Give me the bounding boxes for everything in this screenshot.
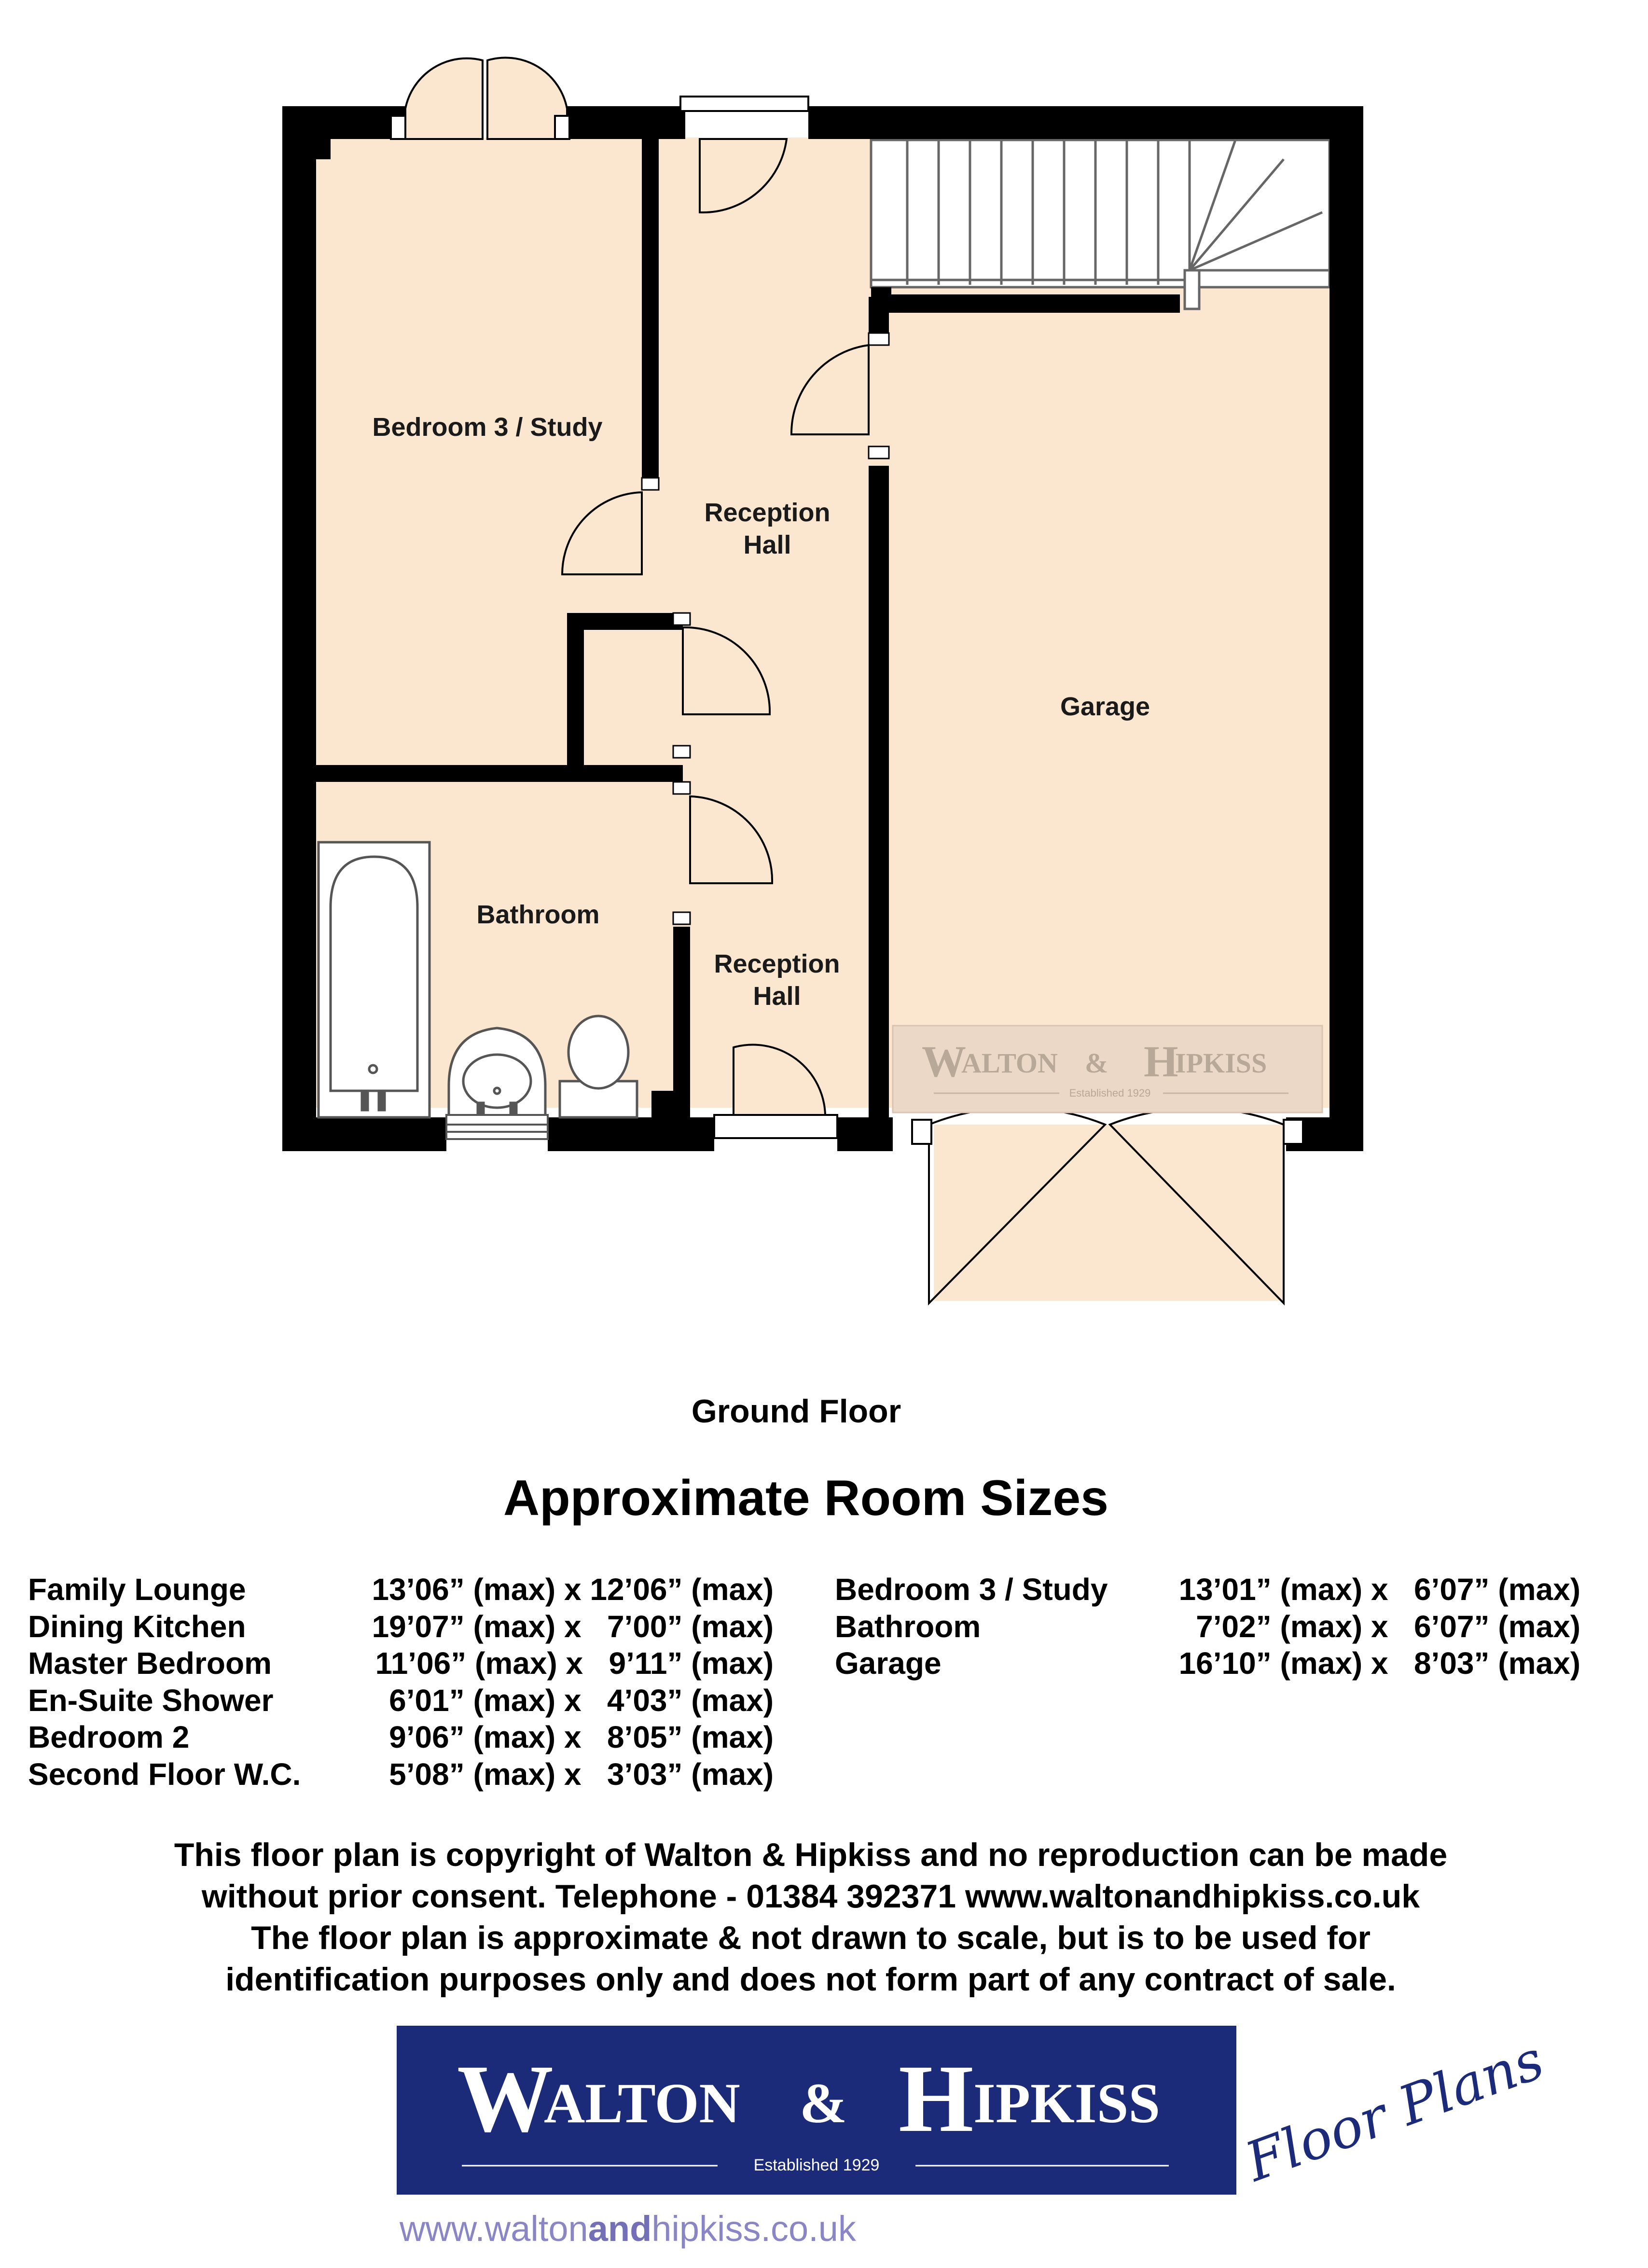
- room-size-row: [28, 1571, 774, 1608]
- room-size-row: [835, 1571, 1580, 1608]
- logo-letter-w: W: [457, 2045, 554, 2152]
- room-size: 19’07” (max) x 7’00” (max): [372, 1609, 774, 1644]
- walton-hipkiss-logo: [397, 2026, 1236, 2195]
- svg-text:&: &: [1085, 1047, 1108, 1079]
- website-url[interactable]: [400, 2208, 856, 2249]
- room-label-reception-hall-1-line1: Reception: [704, 498, 831, 527]
- disclaimer-line: identification purposes only and does not form part of any contract of sale.: [225, 1961, 1396, 1998]
- room-size-row: [28, 1719, 774, 1756]
- room-size: 6’01” (max) x 4’03” (max): [389, 1683, 774, 1718]
- room-label-garage: Garage: [1060, 692, 1150, 721]
- room-size-row: [28, 1645, 774, 1682]
- room-label-reception-hall-1-line2: Hall: [743, 530, 791, 559]
- room-size-row: [835, 1608, 1580, 1645]
- logo-ampersand: &: [800, 2072, 847, 2135]
- room-name: Master Bedroom: [28, 1646, 272, 1681]
- room-name: Bedroom 3 / Study: [835, 1572, 1108, 1607]
- svg-text:H: H: [1144, 1037, 1178, 1086]
- logo-established: Established 1929: [753, 2156, 880, 2174]
- staircase: [871, 140, 1329, 309]
- room-size: 13’01” (max) x 6’07” (max): [1178, 1572, 1580, 1607]
- floor-plans-script-logo: [1235, 2028, 1552, 2215]
- room-size: 5’08” (max) x 3’03” (max): [389, 1756, 774, 1792]
- room-size: 9’06” (max) x 8’05” (max): [389, 1720, 774, 1754]
- room-size-row: [28, 1608, 774, 1645]
- room-label-bedroom3: Bedroom 3 / Study: [372, 413, 603, 442]
- wash-basin: [449, 1028, 545, 1117]
- watermark-logo: [893, 1026, 1322, 1113]
- svg-text:ALTON: ALTON: [961, 1047, 1058, 1079]
- svg-text:Established 1929: Established 1929: [1069, 1087, 1151, 1099]
- room-size: 11’06” (max) x 9’11” (max): [375, 1646, 774, 1681]
- website-part: hipkiss.co.uk: [651, 2209, 856, 2249]
- svg-text:IPKISS: IPKISS: [1175, 1047, 1267, 1079]
- copyright-disclaimer: [0, 1834, 1621, 2000]
- disclaimer-line: This floor plan is copyright of Walton & Hipkiss and no reproduction can be made: [174, 1837, 1448, 1873]
- room-name: En-Suite Shower: [28, 1683, 274, 1718]
- room-size-row: [28, 1682, 774, 1719]
- bath-tub: [319, 842, 429, 1117]
- room-name: Garage: [835, 1646, 942, 1681]
- room-size: 7’02” (max) x 6’07” (max): [1196, 1609, 1580, 1644]
- room-size-row: [835, 1645, 1580, 1682]
- website-part: www.walton: [400, 2209, 588, 2249]
- bathroom-window: [446, 1115, 548, 1139]
- room-label-reception-hall-2-line1: Reception: [714, 949, 840, 978]
- disclaimer-line: The floor plan is approximate & not drawn to scale, but is to be used for: [251, 1920, 1371, 1956]
- logo-word-ipkiss: IPKISS: [973, 2072, 1160, 2135]
- floor-plans-script-text: Floor Plans: [1237, 2028, 1552, 2194]
- sizes-heading: Approximate Room Sizes: [503, 1470, 1109, 1526]
- disclaimer-line: without prior consent. Telephone - 01384 392371 www.waltonandhipkiss.co.uk: [201, 1878, 1420, 1915]
- room-name: Bedroom 2: [28, 1720, 190, 1754]
- room-name: Family Lounge: [28, 1572, 246, 1607]
- room-name: Dining Kitchen: [28, 1609, 246, 1644]
- room-label-reception-hall-2-line2: Hall: [753, 982, 801, 1011]
- room-size-row: [28, 1756, 774, 1793]
- logo-letter-h: H: [899, 2045, 974, 2152]
- room-size: 13’06” (max) x 12’06” (max): [372, 1572, 774, 1607]
- room-sizes-left-column: [28, 1571, 774, 1793]
- logo-word-alton: ALTON: [544, 2072, 740, 2135]
- floor-title: Ground Floor: [691, 1393, 901, 1430]
- room-name: Bathroom: [835, 1609, 981, 1644]
- room-size: 16’10” (max) x 8’03” (max): [1178, 1646, 1580, 1681]
- room-name: Second Floor W.C.: [28, 1756, 301, 1792]
- website-part-bold: and: [588, 2209, 652, 2249]
- svg-text:W: W: [922, 1037, 966, 1086]
- room-sizes-right-column: [835, 1571, 1580, 1682]
- room-label-bathroom: Bathroom: [476, 900, 600, 929]
